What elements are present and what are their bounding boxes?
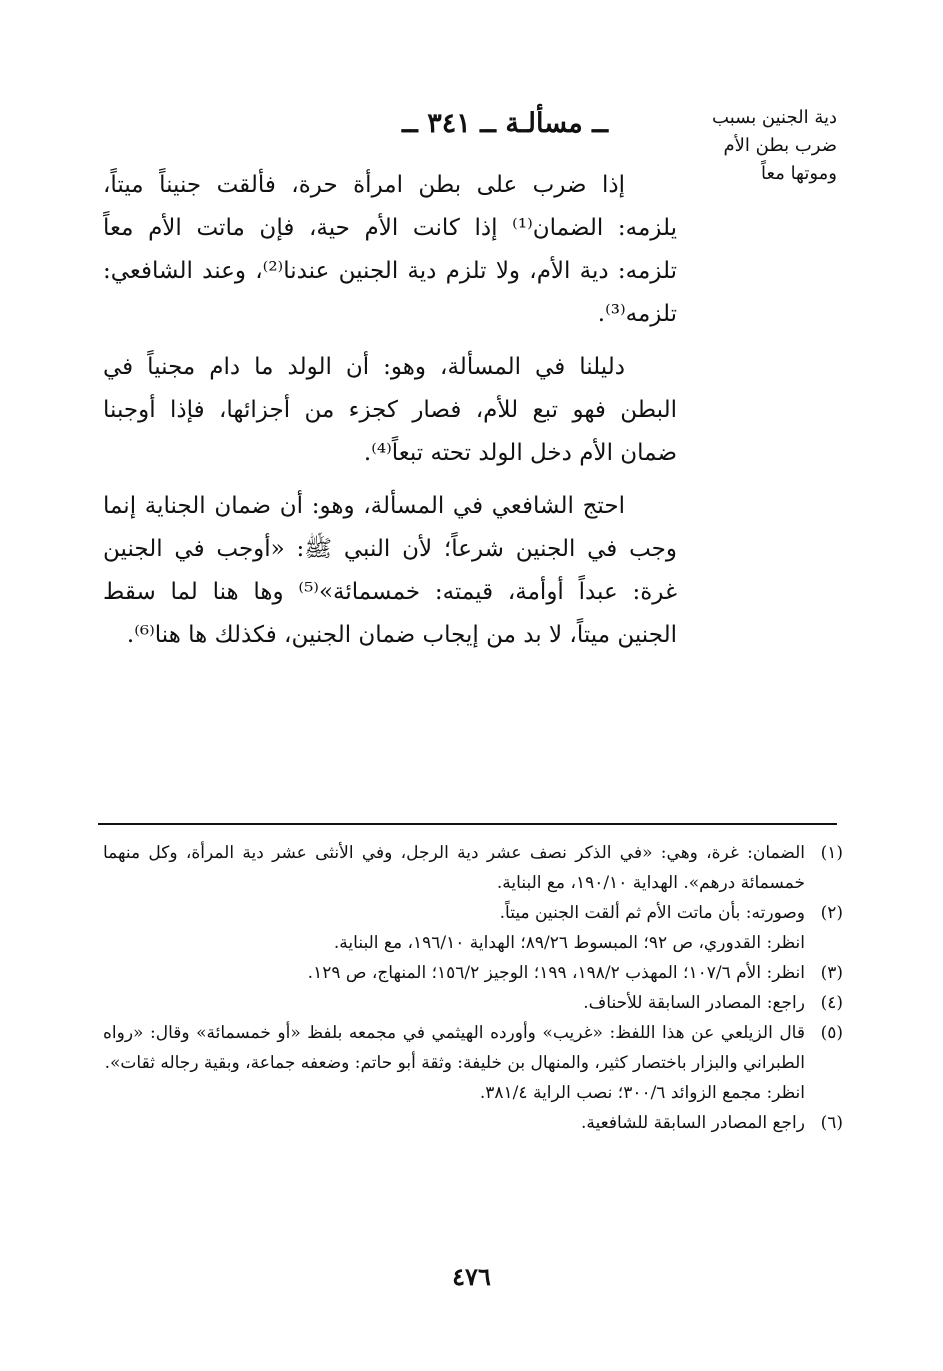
footnote (103, 1078, 843, 1108)
footnote-number: (٦) (820, 1113, 843, 1133)
page-number: ٤٧٦ (452, 1262, 491, 1291)
paragraph: إذا ضرب على بطن امرأة حرة، فألقت جنيناً ميتاً، يلزمه: الضمان⁽¹⁾ إذا كانت الأم حية، فإن ماتت الأم معاً تلزمه: دية الأم، ولا تلزم دية الجنين عندنا⁽²⁾، وعند الشافعي: تلزمه⁽³⁾. (103, 172, 678, 327)
footnotes (103, 838, 843, 1138)
footnote (103, 958, 843, 988)
footnote-number: (١) (820, 843, 843, 863)
margin-note (687, 104, 837, 188)
footnote (103, 838, 843, 898)
footnote-text: الضمان: غرة، وهي: «في الذكر نصف عشر دية الرجل، وفي الأنثى عشر دية المرأة، وكل منهما خمسمائة درهم». الهداية ١٩٠/١٠، مع البناية. (103, 843, 805, 893)
paragraph: دليلنا في المسألة، وهو: أن الولد ما دام مجنياً في البطن فهو تبع للأم، فصار كجزء من أجزائها، فإذا أوجبنا ضمان الأم دخل الولد تحته تبعاً⁽⁴⁾. (103, 354, 677, 466)
footnote (103, 898, 843, 928)
footnote-number: (٣) (820, 963, 843, 983)
margin-note-line: وموتها معاً (761, 163, 837, 184)
issue-title: ــ مسألـة ــ ٣٤١ ــ (402, 108, 608, 139)
footnote-text: انظر: مجمع الزوائد ٣٠٠/٦؛ نصب الراية ٣٨١/٤. (479, 1083, 805, 1103)
footnote (103, 988, 843, 1018)
footnote-text: وصورته: بأن ماتت الأم ثم ألقت الجنين ميتاً. (499, 903, 805, 923)
paragraph: احتج الشافعي في المسألة، وهو: أن ضمان الجناية إنما وجب في الجنين شرعاً؛ لأن النبي ﷺ: «أوجب في الجنين غرة: عبداً أوأمة، قيمته: خمسمائة»⁽⁵⁾ وها هنا لما سقط الجنين ميتاً، لا بد من إيجاب ضمان الجنين، فكذلك ها هنا⁽⁶⁾. (103, 493, 677, 648)
footnote-number: (٥) (820, 1023, 843, 1043)
footnote-number: (٤) (820, 993, 843, 1013)
margin-note-line: ضرب بطن الأم (723, 135, 837, 156)
footnote-text: قال الزيلعي عن هذا اللفظ: «غريب» وأورده الهيثمي في مجمعه بلفظ «أو خمسمائة» وقال: «رواه الطبراني والبزار باختصار كثير، والمنهال بن خليفة: وثقة أبو حاتم: وضعفه جماعة، وبقية رجاله ثقات». (103, 1023, 805, 1073)
footnote-text: انظر: القدوري، ص ٩٢؛ المبسوط ٨٩/٢٦؛ الهداية ١٩٦/١٠، مع البناية. (333, 933, 805, 953)
footnote-text: راجع: المصادر السابقة للأحناف. (583, 993, 805, 1013)
main-text (103, 164, 677, 667)
footnote-separator (98, 823, 837, 825)
footnote-number: (٢) (820, 903, 843, 923)
footnote-text: راجع المصادر السابقة للشافعية. (581, 1113, 805, 1133)
margin-note-line: دية الجنين بسبب (712, 107, 837, 128)
footnote (103, 1108, 843, 1138)
footnote (103, 1018, 843, 1078)
footnote-text: انظر: الأم ١٠٧/٦؛ المهذب ١٩٨/٢، ١٩٩؛ الوجيز ١٥٦/٢؛ المنهاج، ص ١٢٩. (307, 963, 805, 983)
footnote (103, 928, 843, 958)
